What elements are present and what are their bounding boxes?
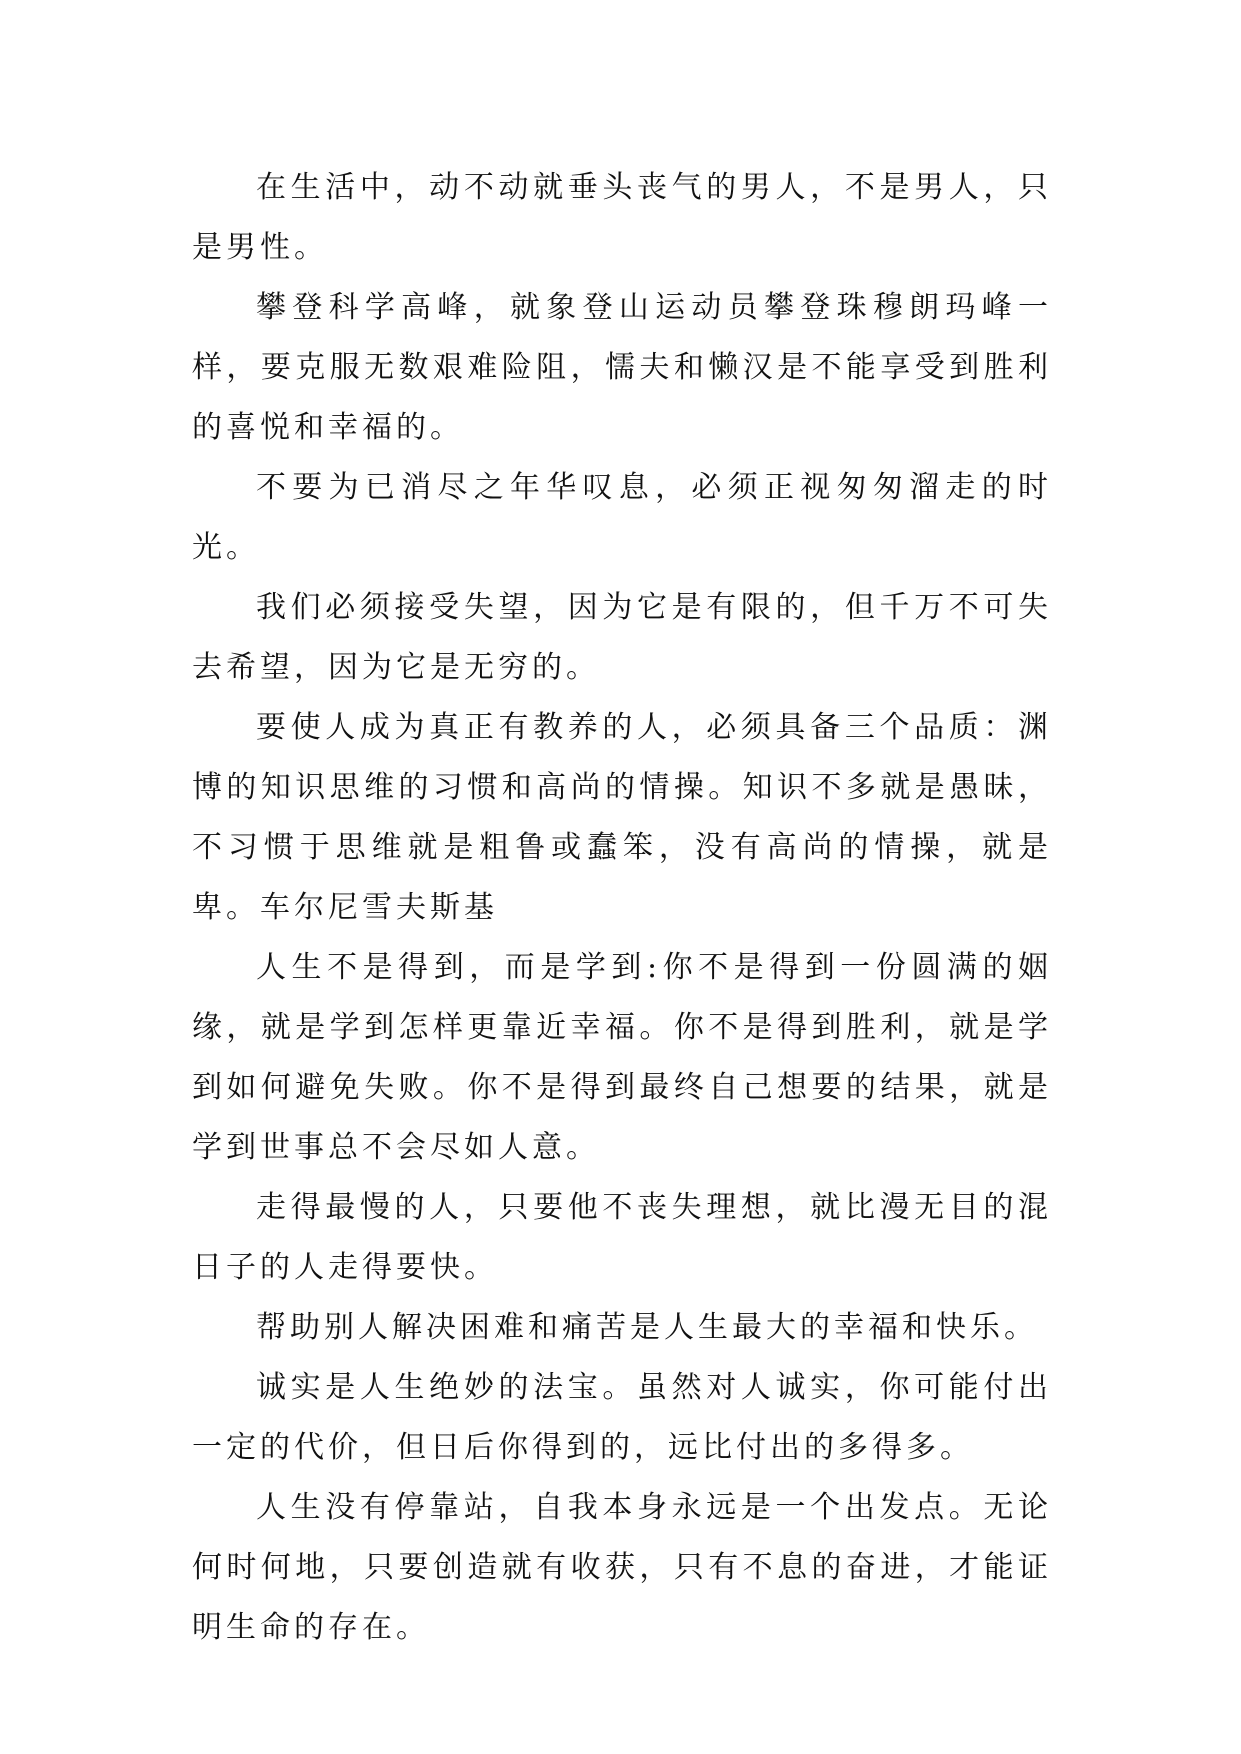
paragraph: 人生没有停靠站，自我本身永远是一个出发点。无论何时何地，只要创造就有收获，只有不息的奋进，才能证明生命的存在。 (192, 1490, 1052, 1645)
paragraph: 在生活中，动不动就垂头丧气的男人，不是男人，只是男性。 (192, 170, 1052, 265)
paragraph: 要使人成为真正有教养的人，必须具备三个品质：渊博的知识思维的习惯和高尚的情操。知识不多就是愚昧，不习惯于思维就是粗鲁或蠢笨，没有高尚的情操，就是卑。车尔尼雪夫斯基 (192, 710, 1052, 925)
paragraph: 我们必须接受失望，因为它是有限的，但千万不可失去希望，因为它是无穷的。 (192, 590, 1052, 685)
paragraph: 诚实是人生绝妙的法宝。虽然对人诚实，你可能付出一定的代价，但日后你得到的，远比付出的多得多。 (192, 1370, 1052, 1465)
paragraph: 帮助别人解决困难和痛苦是人生最大的幸福和快乐。 (256, 1310, 1038, 1345)
paragraph: 攀登科学高峰，就象登山运动员攀登珠穆朗玛峰一样，要克服无数艰难险阻，懦夫和懒汉是不能享受到胜利的喜悦和幸福的。 (192, 290, 1052, 445)
document-body (192, 158, 1052, 1658)
paragraph: 人生不是得到，而是学到:你不是得到一份圆满的姻缘，就是学到怎样更靠近幸福。你不是得到胜利，就是学到如何避免失败。你不是得到最终自己想要的结果，就是学到世事总不会尽如人意。 (192, 950, 1052, 1165)
paragraph: 不要为已消尽之年华叹息，必须正视匆匆溜走的时光。 (192, 470, 1052, 565)
paragraph: 走得最慢的人，只要他不丧失理想，就比漫无目的混日子的人走得要快。 (192, 1190, 1052, 1285)
